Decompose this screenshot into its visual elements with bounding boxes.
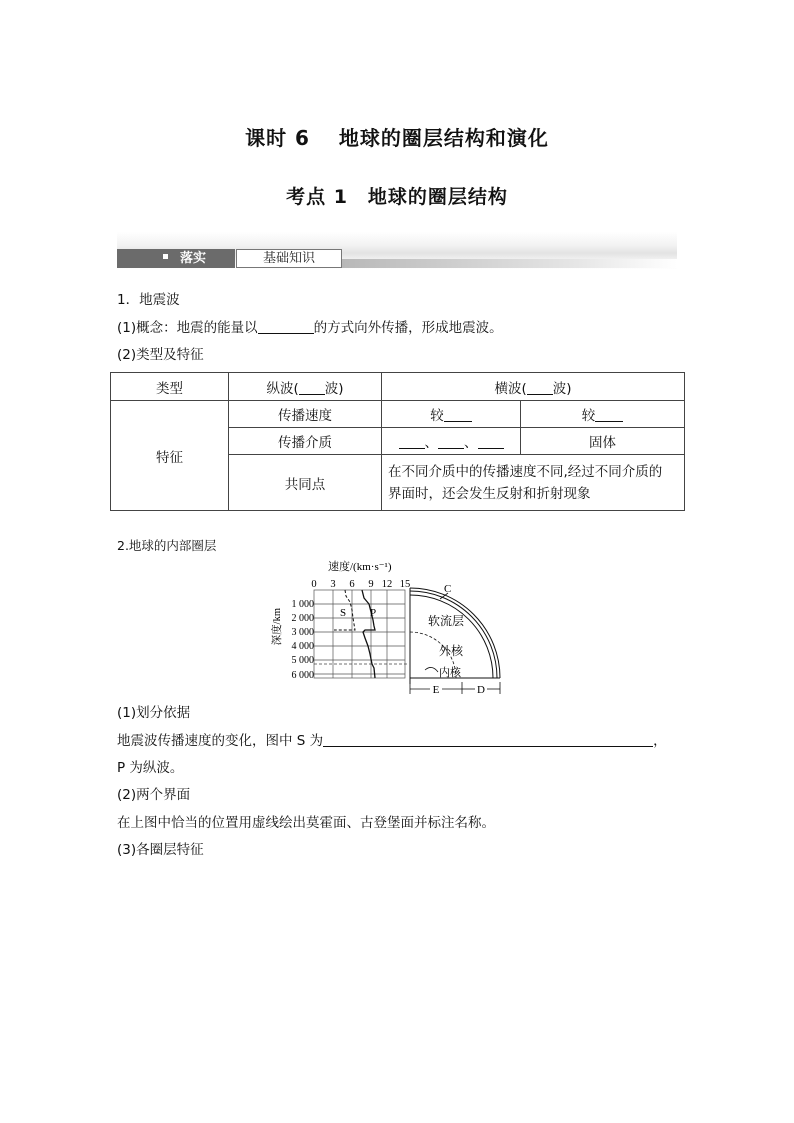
y-tick: 1 000 xyxy=(291,599,314,610)
cell-speed-label: 传播速度 xyxy=(229,401,382,428)
medium-blank-1 xyxy=(399,434,425,449)
y-tick: 2 000 xyxy=(291,613,314,624)
header-s-after: 波) xyxy=(552,380,572,397)
cell-common-text xyxy=(382,455,685,511)
lesson-title: 课时 6 地球的圈层结构和演化 xyxy=(245,126,549,150)
speed-p-blank xyxy=(444,407,472,422)
header-p-before: 纵波( xyxy=(266,380,299,397)
label-outer-core: 外核 xyxy=(439,644,464,658)
header-p-after: 波) xyxy=(324,380,344,397)
basis-text-before: 地震波传播速度的变化，图中 S 为 xyxy=(117,733,324,749)
x-tick-labels xyxy=(311,579,410,590)
x-tick: 12 xyxy=(381,579,393,590)
basis-blank xyxy=(323,732,653,747)
medium-blank-3 xyxy=(478,434,504,449)
medium-blank-2 xyxy=(438,434,464,449)
speed-s-blank xyxy=(595,407,623,422)
types-heading: (2)类型及特征 xyxy=(117,347,204,363)
medium-sep-2: 、 xyxy=(464,435,478,451)
dimension-lines xyxy=(410,682,500,694)
p-wave-blank xyxy=(299,380,325,395)
x-tick: 3 xyxy=(330,579,336,590)
common-line-1: 在不同介质中的传播速度不同,经过不同介质的 xyxy=(388,463,663,480)
cell-feature: 特征 xyxy=(111,401,229,511)
interfaces-text: 在上图中恰当的位置用虚线绘出莫霍面、古登堡面并标注名称。 xyxy=(117,815,495,831)
banner-gradient-bar xyxy=(342,259,677,268)
basis-heading: (1)划分依据 xyxy=(117,705,191,721)
s-wave-label: S xyxy=(340,607,347,619)
common-line-2: 界面时，还会发生反射和折射现象 xyxy=(388,485,591,502)
speed-p-text: 较 xyxy=(430,408,444,424)
section-banner xyxy=(117,232,677,270)
label-inner-core: 内核 xyxy=(439,667,461,679)
x-tick: 15 xyxy=(399,579,411,590)
y-tick: 6 000 xyxy=(291,670,314,681)
label-e: E xyxy=(432,684,440,696)
wave-table xyxy=(110,372,685,511)
cell-speed-p xyxy=(382,401,521,428)
label-d: D xyxy=(477,684,485,696)
header-p-wave xyxy=(229,373,382,401)
banner-light-label: 基础知识 xyxy=(236,249,342,268)
label-c: C xyxy=(444,583,452,595)
inner-core-pointer xyxy=(425,667,438,672)
concept-blank xyxy=(258,319,314,334)
cell-speed-s xyxy=(521,401,685,428)
y-tick-labels xyxy=(292,599,315,681)
y-tick: 5 000 xyxy=(291,655,314,666)
basis-p-text: P 为纵波。 xyxy=(117,760,184,776)
x-tick: 9 xyxy=(368,579,374,590)
concept-text-before: (1)概念：地震的能量以 xyxy=(117,320,258,336)
cell-medium-label: 传播介质 xyxy=(229,428,382,455)
table-row-speed xyxy=(111,401,685,428)
concept-text-after: 的方式向外传播，形成地震波。 xyxy=(313,320,503,336)
x-axis-label: 速度/(km·s⁻¹) xyxy=(328,561,392,573)
x-tick: 6 xyxy=(349,579,355,590)
x-tick: 0 xyxy=(311,579,317,590)
concept-line xyxy=(117,319,503,337)
banner-dark-tab xyxy=(117,249,235,268)
y-tick: 3 000 xyxy=(291,627,314,638)
header-s-wave xyxy=(382,373,685,401)
y-axis-label: 深度/km xyxy=(272,608,283,646)
interfaces-heading: (2)两个界面 xyxy=(117,787,191,803)
layers-heading: (3)各圈层特征 xyxy=(117,842,204,858)
banner-dark-label: 落实 xyxy=(180,251,207,266)
y-tick: 4 000 xyxy=(291,641,314,652)
medium-sep-1: 、 xyxy=(424,435,438,451)
speed-s-text: 较 xyxy=(581,408,596,424)
chart-grid xyxy=(314,590,405,678)
basis-comma: ， xyxy=(653,733,667,749)
section2-heading: 2.地球的内部圈层 xyxy=(117,538,217,553)
p-wave-label: P xyxy=(370,607,377,619)
p-wave-curve xyxy=(362,590,375,678)
header-s-before: 横波( xyxy=(494,380,527,397)
earth-structure-figure xyxy=(262,560,512,696)
cell-medium-p xyxy=(382,428,521,455)
basis-line xyxy=(117,732,667,750)
header-type: 类型 xyxy=(111,373,229,401)
cell-common-label: 共同点 xyxy=(229,455,382,511)
table-header-row xyxy=(111,373,685,401)
square-bullet-icon xyxy=(163,254,168,259)
cell-medium-s: 固体 xyxy=(521,428,685,455)
point-title: 考点 1 地球的圈层结构 xyxy=(286,186,508,208)
section1-heading: 1．地震波 xyxy=(117,292,180,308)
label-asthenosphere: 软流层 xyxy=(428,614,465,628)
s-wave-blank xyxy=(527,380,553,395)
